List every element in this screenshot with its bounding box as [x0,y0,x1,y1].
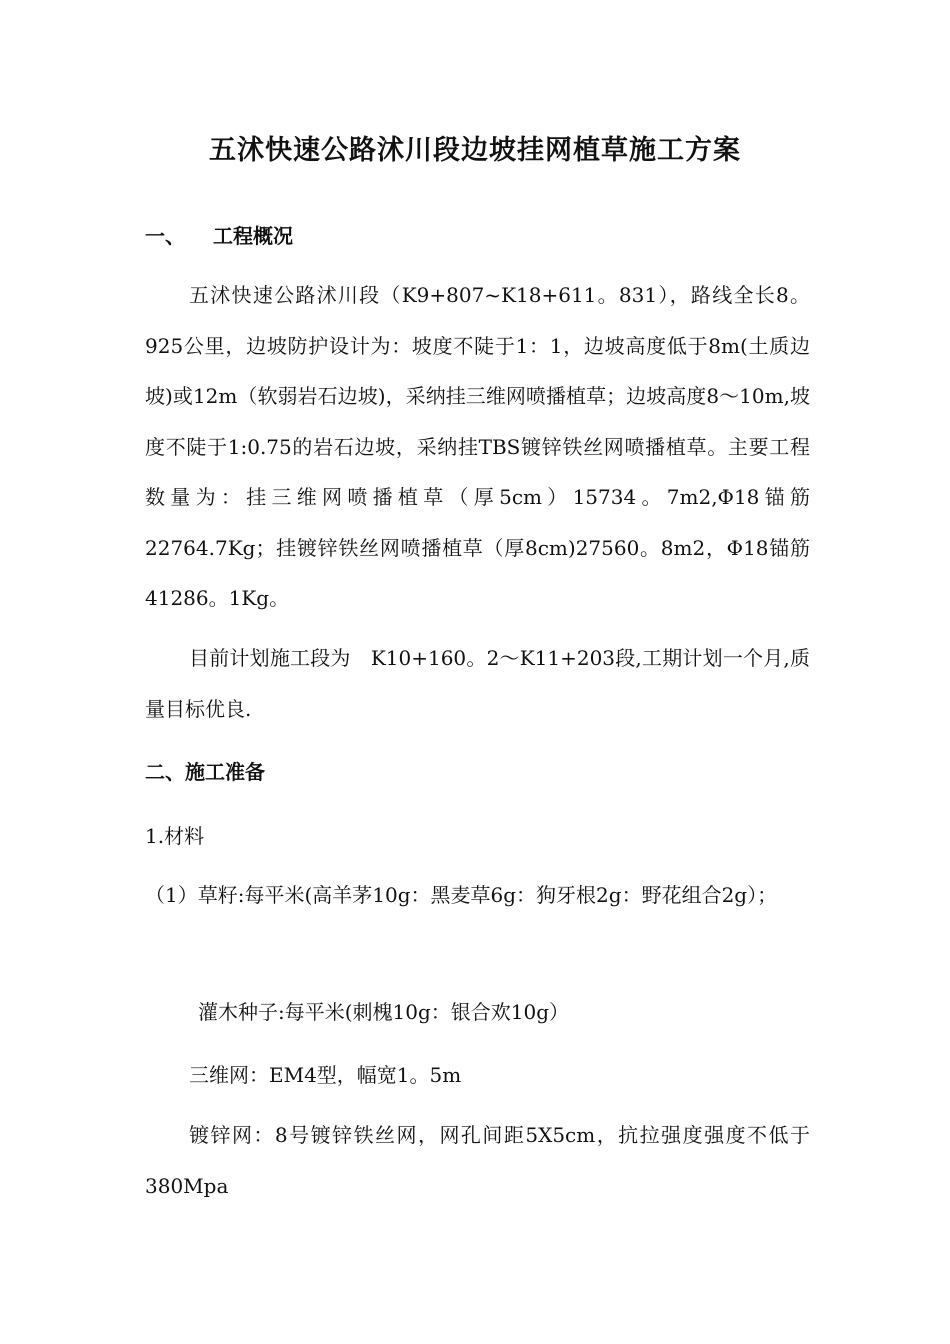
materials-label: 1.材料 [145,824,205,848]
item-shrub-seed: 灌木种子:每平米(刺槐10g：银合欢10g） [198,1000,570,1024]
document-title: 五沭快速公路沭川段边坡挂网植草施工方案 [209,135,741,166]
item-3d-net: 三维网：EM4型，幅宽1。5m [189,1063,462,1087]
item-grass-seed: （1）草籽:每平米(高羊茅10g：黑麦草6g：狗牙根2g：野花组合2g）； [145,883,778,907]
section-title: 工程概况 [213,224,293,248]
section-heading-1 [145,220,293,249]
section-heading-2: 二、施工准备 [145,760,265,784]
item-galvanized-net: 镀锌网：8号镀锌铁丝网，网孔间距5X5cm，抗拉强度强度不低于380Mpa [145,1123,810,1198]
paragraph-construction-plan: 目前计划施工段为 K10+160。2～K11+203段,工期计划一个月,质量目标优良. [145,646,810,721]
section-number: 一、 [145,224,185,248]
paragraph-project-overview: 五沭快速公路沭川段（K9+807~K18+611。831），路线全长8。925公里，边坡防护设计为：坡度不陡于1：1，边坡高度低于8m(土质边坡)或12m（软弱岩石边坡)，采纳挂三维网喷播植草；边坡高度8～10m,坡度不陡于1:0.75的岩石边坡，采纳挂TBS镀锌铁丝网喷播植草。主要工程数量为：挂三维网喷播植草（厚5cm）15734。7m2,Φ18锚筋22764.7Kg；挂镀锌铁丝网喷播植草（厚8cm)27560。8m2，Φ18锚筋41286。1Kg。 [145,283,810,610]
